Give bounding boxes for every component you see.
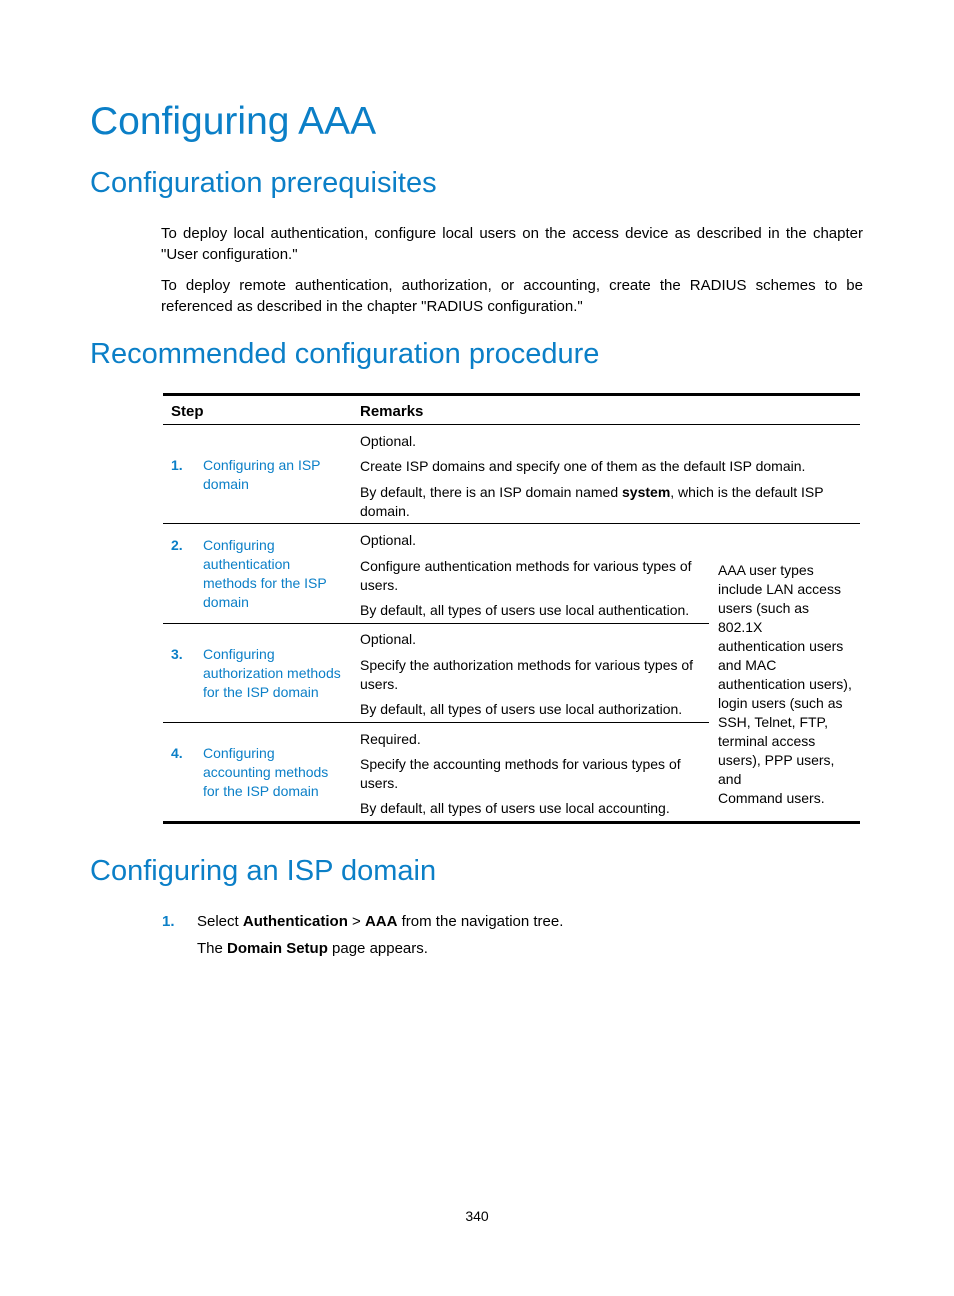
prerequisites-paragraph-2: To deploy remote authentication, authorization, or accounting, create the RADIUS schemes to be referenced as described in the chapter "RADIUS configuration." [161, 277, 863, 315]
page-number: 340 [465, 1208, 489, 1224]
remark-line: By default, all types of users use local accounting. [360, 800, 670, 816]
remark-line: Optional. [360, 433, 417, 449]
table-header-rule [163, 424, 860, 425]
step-link-line[interactable]: Configuring an ISP [203, 457, 321, 473]
section-heading-prerequisites: Configuration prerequisites [90, 167, 437, 199]
step-link-line[interactable]: accounting methods [203, 764, 329, 780]
step-number: 2. [171, 537, 183, 553]
remark-line: Specify the accounting methods for various types of [360, 756, 681, 772]
remark-line: By default, there is an ISP domain named system, which is the default ISP [360, 484, 824, 500]
step-link-configuring-accounting-methods[interactable] [203, 744, 353, 801]
step-link-line[interactable]: for the ISP domain [203, 783, 319, 799]
remark-line: By default, all types of users use local authentication. [360, 602, 690, 618]
remark-line: Create ISP domains and specify one of them as the default ISP domain. [360, 458, 806, 474]
step-text: Select Authentication > AAA from the navigation tree. [197, 913, 564, 930]
step-link-line[interactable]: Configuring [203, 537, 275, 553]
remark-line: users. [360, 775, 399, 791]
remark-line: Configure authentication methods for various types of [360, 558, 692, 574]
step-link-line[interactable]: Configuring [203, 646, 275, 662]
row-divider [163, 623, 709, 624]
step-link-line[interactable]: authorization methods [203, 665, 341, 681]
section-heading-procedure: Recommended configuration procedure [90, 338, 600, 370]
step-number: 3. [171, 646, 183, 662]
remark-line: Required. [360, 731, 421, 747]
remark-line: users. [360, 676, 399, 692]
table-header-remarks: Remarks [360, 403, 424, 420]
step-link-line[interactable]: for the ISP domain [203, 684, 319, 700]
table-top-rule [163, 393, 860, 396]
step-number: 1. [162, 913, 175, 930]
step-link-line[interactable]: domain [203, 594, 249, 610]
section-heading-isp-domain: Configuring an ISP domain [90, 855, 437, 887]
step-number: 1. [171, 457, 183, 473]
remark-line: Optional. [360, 532, 417, 548]
user-types-note: AAA user types include LAN access users (such as 802.1X authentication users and MAC authentication users), login users (such as SSH, Telnet, FTP, terminal access users), PPP users, and Command users. [718, 562, 852, 806]
step-link-line[interactable]: Configuring [203, 745, 275, 761]
step-link-line[interactable]: authentication [203, 556, 291, 572]
step-link-configuring-isp-domain[interactable] [203, 456, 353, 494]
step-link-line[interactable]: domain [203, 476, 249, 492]
page-title: Configuring AAA [90, 100, 377, 143]
step-link-configuring-authorization-methods[interactable] [203, 645, 353, 702]
step-number: 4. [171, 745, 183, 761]
step-link-line[interactable]: methods for the ISP [203, 575, 327, 591]
row-divider [163, 722, 709, 723]
remark-line: Specify the authorization methods for various types of [360, 657, 694, 673]
table-bottom-rule [163, 821, 860, 824]
row-divider [163, 523, 860, 524]
step-link-configuring-authentication-methods[interactable] [203, 536, 353, 612]
prerequisites-paragraph-1: To deploy local authentication, configure local users on the access device as described in the chapter "User configuration." [161, 225, 863, 263]
remark-line: users. [360, 577, 399, 593]
remark-line: By default, all types of users use local authorization. [360, 701, 683, 717]
remark-line: Optional. [360, 631, 417, 647]
step-result-text: The Domain Setup page appears. [197, 940, 428, 957]
remark-line: domain. [360, 503, 410, 519]
table-header-step: Step [171, 403, 204, 420]
